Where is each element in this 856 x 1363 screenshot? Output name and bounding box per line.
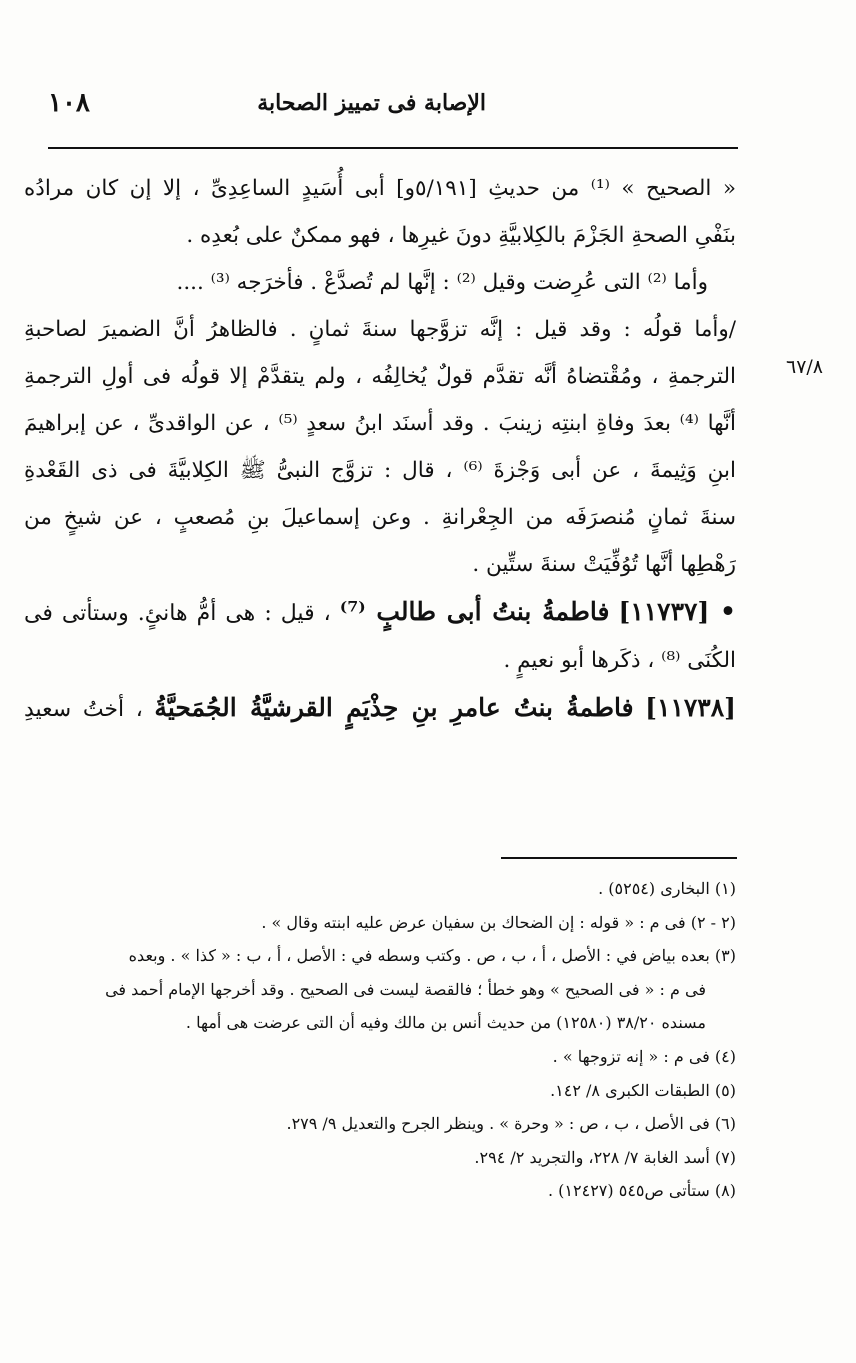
page-number: ١٠٨ — [48, 88, 90, 118]
entry-number: • [١١٧٣٧] — [618, 597, 736, 626]
footnote-separator — [501, 857, 737, 859]
body-line: /وأما قولُه : وقد قيل : إنَّه تزوَّجها سنةَ ثمانٍ . فالظاهرُ أنَّ الضميرَ لصاحبةِ — [24, 317, 736, 342]
footnote: (٣) بعده بياض في : الأصل ، أ ، ب ، ص . وكتب وسطه في : الأصل ، أ ، ب : « كذا » . وبعده — [128, 946, 736, 966]
footnote: (٤) فى م : « إنه تزوجها » . — [552, 1046, 736, 1066]
page-header — [48, 88, 736, 128]
footnote: (٥) الطبقات الكبرى ٨/ ١٤٢. — [550, 1080, 736, 1100]
entry-name: فاطمةُ بنتُ عامرِ بنِ حِذْيَمٍ القرشيَّةُ الجُمَحيَّةُ — [154, 693, 634, 722]
entry-number: [١١٧٣٨] — [645, 693, 736, 722]
footnote: (١) البخارى (٥٢٥٤) . — [598, 879, 736, 898]
body-line: الترجمةِ ، ومُقْتضاهُ أنَّه تقدَّم قولٌ يُخالِفُه ، ولم يتقدَّمْ إلا قولُه فى أولِ الترجمةِ — [24, 364, 736, 389]
entry-text: ، أختُ سعيدِ — [24, 697, 143, 722]
entry-1737 — [24, 588, 736, 637]
entry-1737-continuation: الكُنَى ⁽⁸⁾ ، ذكَرها أبو نعيمٍ . — [503, 648, 736, 673]
margin-reference: ٦٧/٨ — [786, 356, 824, 378]
footnote: (٦) فى الأصل ، ب ، ص : « وحرة » . وينظر الجرح والتعديل ٩/ ٢٧٩. — [286, 1114, 736, 1134]
body-line: أنَّها ⁽⁴⁾ بعدَ وفاةِ ابنتِه زينبَ . وقد أسنَد ابنُ سعدٍ ⁽⁵⁾ ، عن الواقدىِّ ، عن إبراهيمَ — [24, 411, 736, 436]
main-text — [24, 165, 736, 733]
running-title: الإصابة فى تمييز الصحابة — [257, 90, 486, 116]
body-line: « الصحيح » ⁽¹⁾ من حديثِ [٥/١٩١و] أبى أُسَيدٍ الساعِدِىِّ ، إلا إن كان مرادُه — [24, 176, 736, 201]
entry-text: ، قيل : هى أمُّ هانئٍ. وستأتى فى — [24, 601, 331, 626]
entry-1738 — [24, 684, 736, 733]
footnote: (٢ - ٢) فى م : « قوله : إن الضحاك بن سفيان عرض عليه ابنته وقال » . — [261, 912, 736, 932]
body-line: رَهْطِها أنَّها تُوُفِّيَتْ سنةَ ستِّين . — [472, 552, 736, 577]
entry-name: فاطمةُ بنتُ أبى طالبٍ ⁽⁷⁾ — [339, 597, 610, 626]
header-rule — [48, 147, 738, 149]
body-line: بنَفْىِ الصحةِ الجَزْمَ بالكِلابيَّةِ دونَ غيرِها ، فهو ممكنٌ على بُعدِه . — [186, 223, 736, 248]
body-line: ابنِ وَثِيمةَ ، عن أبى وَجْزةَ ⁽⁶⁾ ، قال : تزوَّج النبىُّ ﷺ الكِلابيَّةَ فى ذى القَعْدةِ — [24, 458, 736, 483]
body-line: وأما ⁽²⁾ التى عُرِضت وقيل ⁽²⁾ : إنَّها لم تُصدَّعْ . فأخرَجه ⁽³⁾ .... — [176, 270, 708, 295]
footnote-continuation: فى م : « فى الصحيح » وهو خطأ ؛ فالقصة ليست فى الصحيح . وقد أخرجها الإمام أحمد فى — [105, 979, 706, 999]
footnote: (٧) أسد الغابة ٧/ ٢٢٨، والتجريد ٢/ ٢٩٤. — [474, 1147, 736, 1167]
footnote-continuation: مسنده ٣٨/٢٠ (١٢٥٨٠) من حديث أنس بن مالك وفيه أن التى عرضت هى أمها . — [185, 1013, 706, 1033]
footnote: (٨) ستأتى ص٥٤٥ (١٢٤٢٧) . — [548, 1181, 736, 1201]
footnotes — [30, 872, 736, 1208]
body-line: سنةَ ثمانٍ مُنصرَفَه من الجِعْرانةِ . وعن إسماعيلَ بنِ مُصعبٍ ، عن شيخٍ من — [24, 505, 736, 530]
